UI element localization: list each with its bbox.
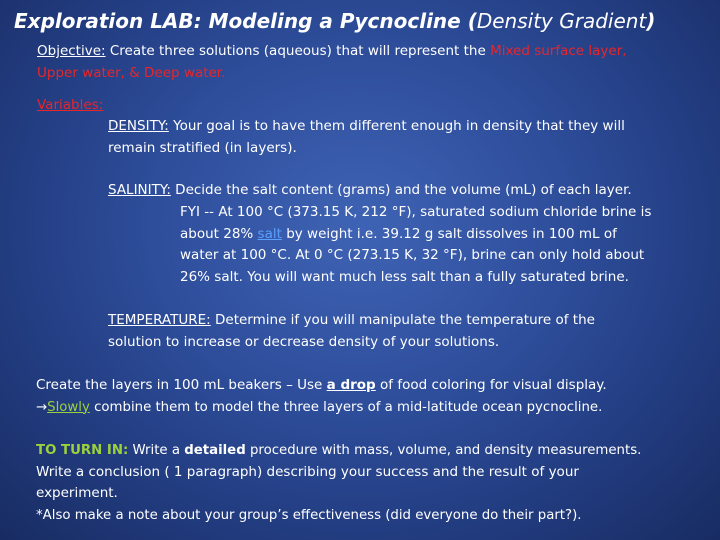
salinity-heading <box>108 180 708 202</box>
objective-highlight-2: Upper water, & Deep water. <box>37 64 226 81</box>
title-main: Exploration LAB: Modeling a Pycnocline ( <box>14 9 477 33</box>
layers-drop: a drop <box>326 377 376 393</box>
objective-highlight-1: Mixed surface layer, <box>490 43 627 59</box>
turn-in-line2: Write a conclusion ( 1 paragraph) describing your success and the result of your <box>36 463 579 480</box>
temperature-label: TEMPERATURE: <box>108 312 211 328</box>
fyi-line3-post: by weight i.e. 39.12 g salt dissolves in 100 mL of <box>281 225 617 242</box>
temperature-line2: solution to increase or decrease density of your solutions. <box>108 333 500 350</box>
title-density: Density Gradient <box>476 9 647 33</box>
fyi-line5: 26% salt. You will want much less salt than a fully saturated brine. <box>180 268 629 285</box>
density-line2: remain stratified (in layers). <box>108 139 297 156</box>
turn-in-line3: experiment. <box>36 485 118 501</box>
slide-title <box>14 8 714 34</box>
layers-line1-post: of food coloring for visual display. <box>375 377 607 393</box>
objective-text: Create three solutions (aqueous) that will represent the <box>105 43 491 59</box>
objective-block <box>37 41 707 84</box>
salt-link[interactable]: salt <box>257 225 282 242</box>
fyi-line1: -- At 100 °C (373.15 K, 212 °F), saturated sodium chloride brine is <box>200 204 652 220</box>
density-line1: Your goal is to have them different enough in density that they will <box>168 118 625 134</box>
turn-in-block <box>36 440 716 526</box>
layers-line1-pre: Create the layers in 100 mL beakers – Use <box>36 377 327 393</box>
objective-label: Objective: <box>37 43 106 59</box>
temperature-line1: Determine if you will manipulate the temperature of the <box>210 312 595 328</box>
fyi-line3-pre: about 28% <box>180 225 258 242</box>
salinity-label: SALINITY: <box>108 182 171 198</box>
variables-label: Variables: <box>37 97 104 113</box>
turn-in-line1-pre: Write a <box>128 443 185 458</box>
turn-in-line1-post: procedure with mass, volume, and density measurements. <box>245 443 642 458</box>
density-label: DENSITY: <box>108 118 169 134</box>
turn-in-line4: *Also make a note about your group’s effectiveness (did everyone do their part?). <box>36 507 582 523</box>
arrow-right-icon: → <box>36 399 48 415</box>
density-block <box>108 116 708 159</box>
salinity-fyi-block <box>180 202 710 288</box>
turn-in-label: TO TURN IN: <box>36 443 129 458</box>
turn-in-detailed: detailed <box>184 443 246 458</box>
temperature-block <box>108 310 708 353</box>
fyi-label: FYI <box>180 204 200 220</box>
layers-block <box>36 375 711 418</box>
layers-slowly: Slowly <box>47 399 90 415</box>
fyi-line4: water at 100 °C. At 0 °C (273.15 K, 32 °F), brine can only hold about <box>180 247 645 263</box>
salinity-line1: Decide the salt content (grams) and the volume (mL) of each layer. <box>170 182 632 198</box>
title-close: ) <box>646 9 656 33</box>
layers-line2-post: combine them to model the three layers of a mid-latitude ocean pycnocline. <box>89 399 603 415</box>
